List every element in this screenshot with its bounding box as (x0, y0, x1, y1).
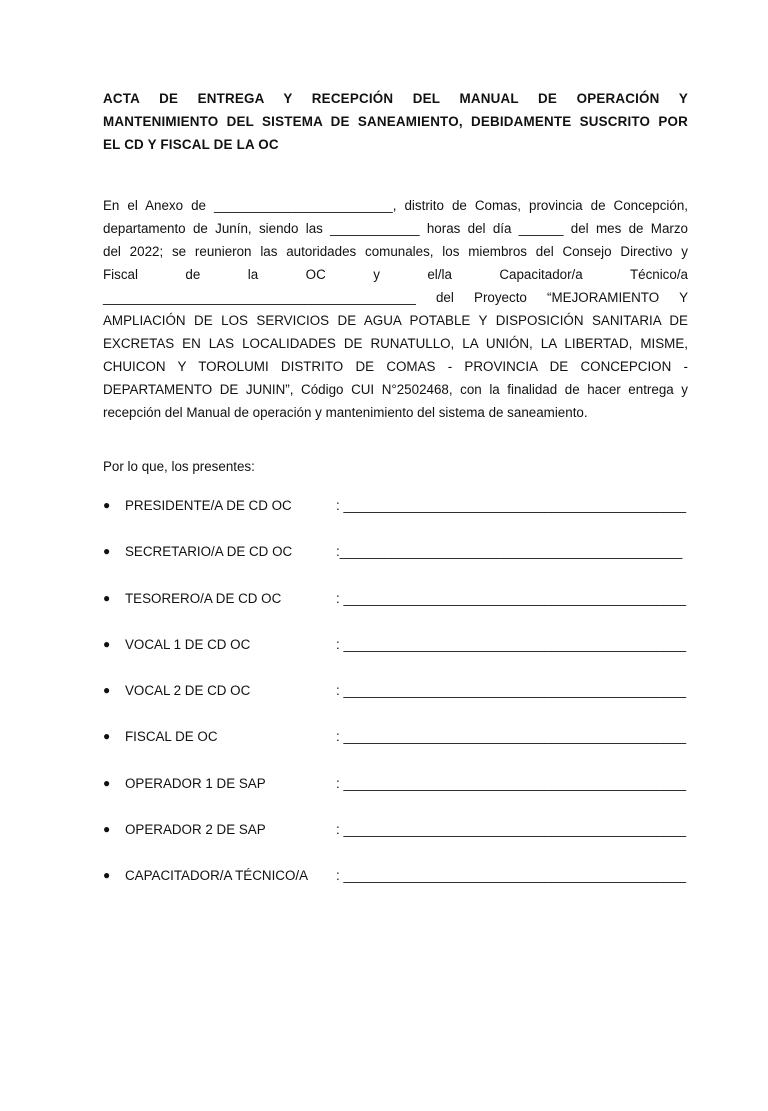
paragraph-line: recepción del Manual de operación y mantenimiento del sistema de saneamiento. (103, 405, 588, 420)
signature-line: : ______________________________________________ (336, 868, 687, 884)
signatory-role: VOCAL 1 DE CD OC (125, 636, 251, 652)
title-line: ACTA DE ENTREGA Y RECEPCIÓN DEL MANUAL DE OPERACIÓN Y (103, 91, 688, 106)
signature-line: : ______________________________________________ (336, 498, 687, 513)
signature-line: : ______________________________________________ (336, 775, 687, 791)
signatory-item (103, 494, 698, 540)
signatory-item (103, 864, 698, 910)
signatory-role: PRESIDENTE/A DE CD OC (125, 498, 292, 513)
title-line: EL CD Y FISCAL DE LA OC (103, 137, 279, 152)
signatory-role: OPERADOR 1 DE SAP (125, 775, 266, 791)
bullet-icon: ● (103, 822, 111, 837)
signatory-item (103, 679, 698, 725)
signatory-role: FISCAL DE OC (125, 729, 218, 745)
signature-line: :______________________________________________ (336, 544, 683, 560)
signatory-role: OPERADOR 2 DE SAP (125, 822, 266, 838)
bullet-icon: ● (103, 544, 111, 559)
bullet-icon: ● (103, 775, 111, 790)
signatory-item (103, 633, 698, 679)
signatory-role: CAPACITADOR/A TÉCNICO/A (125, 868, 309, 884)
signature-line: : ______________________________________________ (336, 636, 687, 652)
paragraph-line: Fiscal de la OC y el/la Capacitador/a Técnico/a (103, 267, 688, 282)
signature-line: : ______________________________________________ (336, 729, 687, 745)
paragraph-line: departamento de Junín, siendo las ____________ horas del día ______ del mes de Marzo (103, 221, 688, 236)
signatory-item (103, 772, 698, 818)
signatory-item (103, 818, 698, 864)
intro-text: Por lo que, los presentes: (103, 459, 255, 474)
paragraph-line: En el Anexo de ________________________, distrito de Comas, provincia de Concepción, (103, 198, 688, 213)
paragraph-line: CHUICON Y TOROLUMI DISTRITO DE COMAS - PROVINCIA DE CONCEPCION - (103, 359, 688, 374)
body-paragraph (103, 194, 688, 424)
signature-line: : ______________________________________________ (336, 822, 687, 838)
signature-line: : ______________________________________________ (336, 590, 687, 606)
signatory-item (103, 587, 698, 633)
signatory-item (103, 540, 698, 586)
bullet-icon: ● (103, 498, 111, 512)
bullet-icon: ● (103, 868, 111, 883)
bullet-icon: ● (103, 683, 111, 698)
signatory-list (103, 494, 698, 911)
paragraph-line: __________________________________________ del Proyecto “MEJORAMIENTO Y (103, 290, 688, 305)
bullet-icon: ● (103, 590, 111, 605)
signatory-role: TESORERO/A DE CD OC (125, 590, 282, 606)
document-page (0, 87, 768, 1111)
paragraph-line: DEPARTAMENTO DE JUNIN”, Código CUI N°2502468, con la finalidad de hacer entrega y (103, 382, 688, 397)
signatory-item (103, 725, 698, 771)
signatory-role: SECRETARIO/A DE CD OC (125, 544, 293, 560)
bullet-icon: ● (103, 729, 111, 744)
signatory-role: VOCAL 2 DE CD OC (125, 683, 251, 699)
paragraph-line: AMPLIACIÓN DE LOS SERVICIOS DE AGUA POTABLE Y DISPOSICIÓN SANITARIA DE (103, 313, 688, 328)
document-title (103, 87, 688, 156)
paragraph-line: EXCRETAS EN LAS LOCALIDADES DE RUNATULLO, LA UNIÓN, LA LIBERTAD, MISME, (103, 336, 688, 351)
paragraph-line: del 2022; se reunieron las autoridades comunales, los miembros del Consejo Directivo y (103, 244, 688, 259)
bullet-icon: ● (103, 636, 111, 651)
title-line: MANTENIMIENTO DEL SISTEMA DE SANEAMIENTO, DEBIDAMENTE SUSCRITO POR (103, 114, 688, 129)
signature-line: : ______________________________________________ (336, 683, 687, 699)
